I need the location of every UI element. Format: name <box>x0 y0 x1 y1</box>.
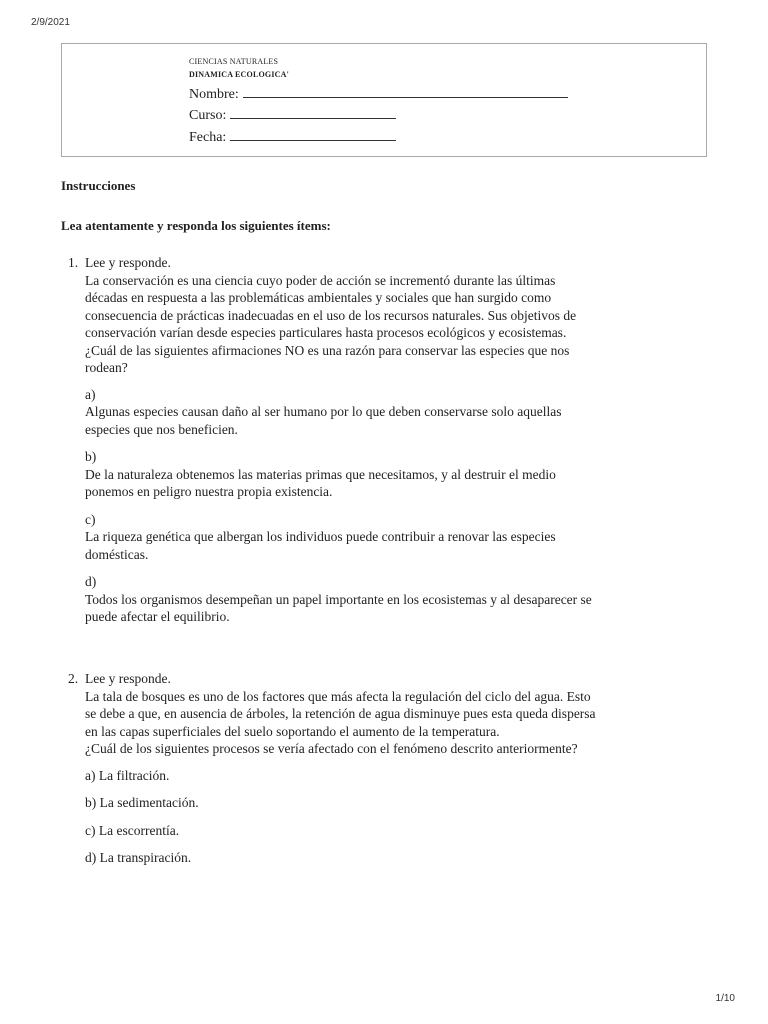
question-text: La tala de bosques es uno de los factores que más afecta la regulación del ciclo del agua. Esto se debe a que, en ausencia de árboles, la retención de agua disminuye pues esta queda dispersa en las capas superficiales del suelo soportando el aumento de la temperatura. <box>85 688 596 739</box>
question-intro: Lee y responde. <box>85 255 171 270</box>
name-line[interactable] <box>243 84 568 98</box>
question-number: 1. <box>68 255 79 270</box>
option-a[interactable]: a) La filtración. <box>85 767 170 783</box>
option-b[interactable]: b) La sedimentación. <box>85 795 199 810</box>
option-label: b) <box>85 449 97 464</box>
option-d[interactable] <box>85 573 598 626</box>
question-intro: Lee y responde. <box>85 671 171 686</box>
course-field <box>189 105 396 124</box>
option-label: c) <box>85 511 96 527</box>
name-label: Nombre: <box>189 87 239 102</box>
option-label: d) <box>85 574 97 589</box>
subject-label: CIENCIAS NATURALES <box>189 57 279 66</box>
course-label: Curso: <box>189 108 227 123</box>
question-number: 2. <box>68 671 79 686</box>
question-text: La conservación es una ciencia cuyo poder de acción se incrementó durante las últimas décadas en respuesta a las problemáticas ambientales y sociales que han surgido como consecuencia de prácticas inadecuadas en el uso de los recursos naturales. Sus objetivos de conservación varían desde especies particulares hasta procesos ecológicos y ecosistemas. <box>85 272 577 340</box>
option-text: Algunas especies causan daño al ser humano por lo que deben conservarse solo aquellas especies que nos beneficien. <box>85 404 562 437</box>
option-b[interactable] <box>85 448 598 501</box>
header-box <box>61 43 707 157</box>
page-number: 1/10 <box>715 993 735 1004</box>
date-line[interactable] <box>230 127 396 141</box>
option-label: a) <box>85 386 96 402</box>
question-prompt: ¿Cuál de los siguientes procesos se vería afectado con el fenómeno descrito anteriormente? <box>85 741 578 756</box>
instructions-title: Instrucciones <box>61 178 136 193</box>
instructions-text: Lea atentamente y responda los siguientes ítems: <box>61 218 331 233</box>
name-field <box>189 84 568 103</box>
date-label: Fecha: <box>189 130 227 145</box>
option-text: De la naturaleza obtenemos las materias primas que necesitamos, y al destruir el medio ponemos en peligro nuestra propia existencia. <box>85 466 556 499</box>
course-line[interactable] <box>230 105 396 119</box>
topic-label: DINAMICA ECOLOGICA' <box>189 70 290 79</box>
date-field <box>189 127 396 146</box>
question-prompt: ¿Cuál de las siguientes afirmaciones NO es una razón para conservar las especies que nos rodean? <box>85 342 570 375</box>
question-2 <box>68 670 598 867</box>
option-text: Todos los organismos desempeñan un papel importante en los ecosistemas y al desaparecer se puede afectar el equilibrio. <box>85 591 592 624</box>
option-d[interactable]: d) La transpiración. <box>85 850 192 865</box>
option-c[interactable]: c) La escorrentía. <box>85 822 180 838</box>
option-c[interactable] <box>85 511 598 564</box>
question-1 <box>68 254 598 626</box>
option-a[interactable] <box>85 386 598 439</box>
option-text: La riqueza genética que albergan los individuos puede contribuir a renovar las especies domésticas. <box>85 529 556 562</box>
print-date: 2/9/2021 <box>31 17 70 28</box>
